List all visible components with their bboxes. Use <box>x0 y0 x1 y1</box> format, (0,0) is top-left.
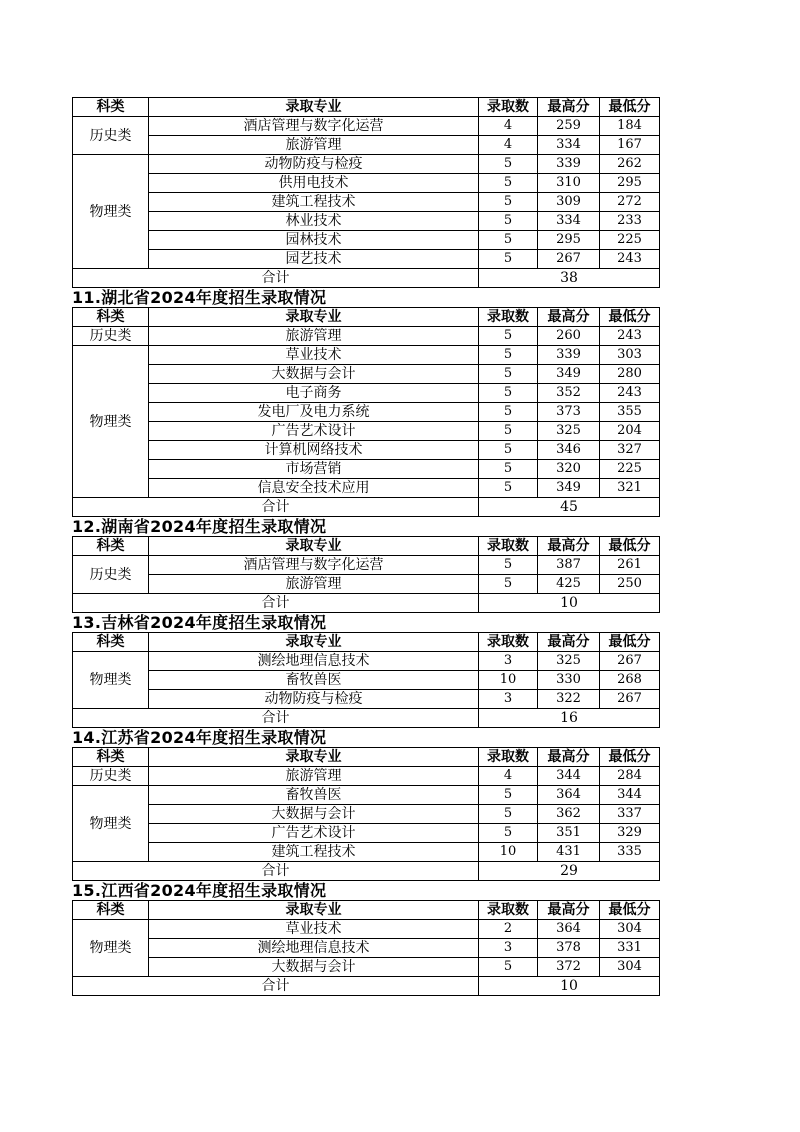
max-score-cell: 260 <box>538 327 600 346</box>
table-row <box>73 843 660 862</box>
header-min-score: 最低分 <box>600 748 660 767</box>
category-cell: 物理类 <box>73 786 149 862</box>
major-cell: 广告艺术设计 <box>149 422 479 441</box>
header-count: 录取数 <box>479 901 538 920</box>
total-value: 10 <box>479 594 660 613</box>
min-score-cell: 262 <box>600 155 660 174</box>
min-score-cell: 280 <box>600 365 660 384</box>
min-score-cell: 167 <box>600 136 660 155</box>
header-max-score: 最高分 <box>538 748 600 767</box>
total-value: 38 <box>479 269 660 288</box>
table-row <box>73 193 660 212</box>
table-row <box>73 174 660 193</box>
count-cell: 5 <box>479 231 538 250</box>
min-score-cell: 329 <box>600 824 660 843</box>
header-min-score: 最低分 <box>600 901 660 920</box>
table-row <box>73 460 660 479</box>
table-row <box>73 250 660 269</box>
header-category: 科类 <box>73 98 149 117</box>
count-cell: 5 <box>479 958 538 977</box>
max-score-cell: 346 <box>538 441 600 460</box>
major-cell: 测绘地理信息技术 <box>149 939 479 958</box>
count-cell: 5 <box>479 556 538 575</box>
count-cell: 5 <box>479 365 538 384</box>
header-major: 录取专业 <box>149 537 479 556</box>
section-title: 15.江西省2024年度招生录取情况 <box>72 881 327 900</box>
major-cell: 酒店管理与数字化运营 <box>149 117 479 136</box>
count-cell: 2 <box>479 920 538 939</box>
min-score-cell: 284 <box>600 767 660 786</box>
header-min-score: 最低分 <box>600 633 660 652</box>
major-cell: 畜牧兽医 <box>149 786 479 805</box>
total-label: 合计 <box>73 709 479 728</box>
total-label: 合计 <box>73 498 479 517</box>
total-label: 合计 <box>73 594 479 613</box>
table-row <box>73 365 660 384</box>
min-score-cell: 243 <box>600 250 660 269</box>
min-score-cell: 304 <box>600 920 660 939</box>
table-row <box>73 384 660 403</box>
total-label: 合计 <box>73 862 479 881</box>
count-cell: 5 <box>479 212 538 231</box>
table-row <box>73 212 660 231</box>
header-min-score: 最低分 <box>600 308 660 327</box>
min-score-cell: 267 <box>600 690 660 709</box>
min-score-cell: 272 <box>600 193 660 212</box>
count-cell: 4 <box>479 136 538 155</box>
min-score-cell: 303 <box>600 346 660 365</box>
header-row <box>73 308 660 327</box>
major-cell: 酒店管理与数字化运营 <box>149 556 479 575</box>
count-cell: 5 <box>479 384 538 403</box>
header-row <box>73 633 660 652</box>
min-score-cell: 337 <box>600 805 660 824</box>
min-score-cell: 243 <box>600 384 660 403</box>
major-cell: 市场营销 <box>149 460 479 479</box>
header-row <box>73 748 660 767</box>
min-score-cell: 267 <box>600 652 660 671</box>
min-score-cell: 355 <box>600 403 660 422</box>
major-cell: 大数据与会计 <box>149 805 479 824</box>
max-score-cell: 351 <box>538 824 600 843</box>
total-value: 29 <box>479 862 660 881</box>
count-cell: 5 <box>479 193 538 212</box>
table-row <box>73 556 660 575</box>
max-score-cell: 362 <box>538 805 600 824</box>
count-cell: 5 <box>479 250 538 269</box>
table-row <box>73 575 660 594</box>
max-score-cell: 334 <box>538 212 600 231</box>
max-score-cell: 349 <box>538 479 600 498</box>
table-row <box>73 117 660 136</box>
header-count: 录取数 <box>479 98 538 117</box>
max-score-cell: 378 <box>538 939 600 958</box>
max-score-cell: 320 <box>538 460 600 479</box>
major-cell: 园艺技术 <box>149 250 479 269</box>
table-row <box>73 327 660 346</box>
count-cell: 5 <box>479 805 538 824</box>
header-max-score: 最高分 <box>538 901 600 920</box>
max-score-cell: 425 <box>538 575 600 594</box>
min-score-cell: 331 <box>600 939 660 958</box>
admission-table <box>72 536 660 613</box>
header-row <box>73 901 660 920</box>
total-row <box>73 498 660 517</box>
max-score-cell: 339 <box>538 155 600 174</box>
category-cell: 历史类 <box>73 117 149 155</box>
header-category: 科类 <box>73 633 149 652</box>
table-row <box>73 403 660 422</box>
table-row <box>73 441 660 460</box>
max-score-cell: 349 <box>538 365 600 384</box>
table-row <box>73 422 660 441</box>
min-score-cell: 327 <box>600 441 660 460</box>
min-score-cell: 344 <box>600 786 660 805</box>
section-title: 14.江苏省2024年度招生录取情况 <box>72 728 327 747</box>
min-score-cell: 295 <box>600 174 660 193</box>
major-cell: 大数据与会计 <box>149 365 479 384</box>
table-row <box>73 767 660 786</box>
header-min-score: 最低分 <box>600 98 660 117</box>
major-cell: 旅游管理 <box>149 575 479 594</box>
admission-table <box>72 900 660 996</box>
section-title: 12.湖南省2024年度招生录取情况 <box>72 517 327 536</box>
major-cell: 供用电技术 <box>149 174 479 193</box>
count-cell: 5 <box>479 441 538 460</box>
admission-document <box>72 97 660 996</box>
count-cell: 5 <box>479 422 538 441</box>
section-title: 13.吉林省2024年度招生录取情况 <box>72 613 327 632</box>
total-row <box>73 594 660 613</box>
total-label: 合计 <box>73 269 479 288</box>
header-min-score: 最低分 <box>600 537 660 556</box>
major-cell: 发电厂及电力系统 <box>149 403 479 422</box>
max-score-cell: 431 <box>538 843 600 862</box>
category-cell: 物理类 <box>73 920 149 977</box>
min-score-cell: 243 <box>600 327 660 346</box>
table-row <box>73 786 660 805</box>
max-score-cell: 259 <box>538 117 600 136</box>
header-category: 科类 <box>73 537 149 556</box>
major-cell: 信息安全技术应用 <box>149 479 479 498</box>
total-value: 45 <box>479 498 660 517</box>
major-cell: 计算机网络技术 <box>149 441 479 460</box>
count-cell: 5 <box>479 460 538 479</box>
max-score-cell: 372 <box>538 958 600 977</box>
min-score-cell: 250 <box>600 575 660 594</box>
major-cell: 林业技术 <box>149 212 479 231</box>
table-row <box>73 939 660 958</box>
table-row <box>73 479 660 498</box>
header-max-score: 最高分 <box>538 633 600 652</box>
admission-table <box>72 747 660 881</box>
admission-table <box>72 632 660 728</box>
max-score-cell: 295 <box>538 231 600 250</box>
min-score-cell: 268 <box>600 671 660 690</box>
count-cell: 10 <box>479 843 538 862</box>
count-cell: 3 <box>479 652 538 671</box>
count-cell: 5 <box>479 824 538 843</box>
table-row <box>73 958 660 977</box>
major-cell: 旅游管理 <box>149 327 479 346</box>
header-category: 科类 <box>73 901 149 920</box>
count-cell: 5 <box>479 403 538 422</box>
total-value: 16 <box>479 709 660 728</box>
count-cell: 5 <box>479 346 538 365</box>
count-cell: 4 <box>479 117 538 136</box>
table-row <box>73 805 660 824</box>
table-row <box>73 155 660 174</box>
header-major: 录取专业 <box>149 748 479 767</box>
header-max-score: 最高分 <box>538 98 600 117</box>
count-cell: 5 <box>479 327 538 346</box>
header-count: 录取数 <box>479 633 538 652</box>
table-row <box>73 671 660 690</box>
min-score-cell: 335 <box>600 843 660 862</box>
category-cell: 物理类 <box>73 155 149 269</box>
category-cell: 物理类 <box>73 652 149 709</box>
table-row <box>73 346 660 365</box>
max-score-cell: 344 <box>538 767 600 786</box>
count-cell: 3 <box>479 939 538 958</box>
header-count: 录取数 <box>479 537 538 556</box>
count-cell: 5 <box>479 786 538 805</box>
total-row <box>73 862 660 881</box>
category-cell: 历史类 <box>73 767 149 786</box>
max-score-cell: 309 <box>538 193 600 212</box>
major-cell: 大数据与会计 <box>149 958 479 977</box>
total-row <box>73 977 660 996</box>
table-row <box>73 690 660 709</box>
major-cell: 动物防疫与检疫 <box>149 155 479 174</box>
count-cell: 5 <box>479 479 538 498</box>
major-cell: 动物防疫与检疫 <box>149 690 479 709</box>
total-row <box>73 709 660 728</box>
total-value: 10 <box>479 977 660 996</box>
max-score-cell: 325 <box>538 422 600 441</box>
major-cell: 建筑工程技术 <box>149 843 479 862</box>
max-score-cell: 387 <box>538 556 600 575</box>
header-count: 录取数 <box>479 308 538 327</box>
count-cell: 10 <box>479 671 538 690</box>
major-cell: 电子商务 <box>149 384 479 403</box>
max-score-cell: 330 <box>538 671 600 690</box>
total-row <box>73 269 660 288</box>
min-score-cell: 304 <box>600 958 660 977</box>
major-cell: 广告艺术设计 <box>149 824 479 843</box>
category-cell: 历史类 <box>73 556 149 594</box>
header-category: 科类 <box>73 308 149 327</box>
count-cell: 4 <box>479 767 538 786</box>
header-major: 录取专业 <box>149 633 479 652</box>
major-cell: 建筑工程技术 <box>149 193 479 212</box>
header-major: 录取专业 <box>149 308 479 327</box>
max-score-cell: 364 <box>538 786 600 805</box>
table-row <box>73 231 660 250</box>
major-cell: 草业技术 <box>149 346 479 365</box>
category-cell: 物理类 <box>73 346 149 498</box>
major-cell: 畜牧兽医 <box>149 671 479 690</box>
header-major: 录取专业 <box>149 98 479 117</box>
header-category: 科类 <box>73 748 149 767</box>
count-cell: 5 <box>479 575 538 594</box>
header-major: 录取专业 <box>149 901 479 920</box>
max-score-cell: 352 <box>538 384 600 403</box>
header-row <box>73 98 660 117</box>
header-max-score: 最高分 <box>538 308 600 327</box>
max-score-cell: 310 <box>538 174 600 193</box>
min-score-cell: 184 <box>600 117 660 136</box>
min-score-cell: 233 <box>600 212 660 231</box>
major-cell: 旅游管理 <box>149 136 479 155</box>
min-score-cell: 225 <box>600 231 660 250</box>
max-score-cell: 334 <box>538 136 600 155</box>
max-score-cell: 339 <box>538 346 600 365</box>
total-label: 合计 <box>73 977 479 996</box>
min-score-cell: 204 <box>600 422 660 441</box>
major-cell: 草业技术 <box>149 920 479 939</box>
category-cell: 历史类 <box>73 327 149 346</box>
max-score-cell: 322 <box>538 690 600 709</box>
count-cell: 5 <box>479 174 538 193</box>
admission-table <box>72 97 660 288</box>
table-row <box>73 652 660 671</box>
table-row <box>73 136 660 155</box>
admission-table <box>72 307 660 517</box>
header-row <box>73 537 660 556</box>
table-row <box>73 824 660 843</box>
header-count: 录取数 <box>479 748 538 767</box>
max-score-cell: 373 <box>538 403 600 422</box>
max-score-cell: 267 <box>538 250 600 269</box>
section-title: 11.湖北省2024年度招生录取情况 <box>72 288 327 307</box>
max-score-cell: 325 <box>538 652 600 671</box>
major-cell: 测绘地理信息技术 <box>149 652 479 671</box>
count-cell: 5 <box>479 155 538 174</box>
major-cell: 园林技术 <box>149 231 479 250</box>
table-row <box>73 920 660 939</box>
count-cell: 3 <box>479 690 538 709</box>
major-cell: 旅游管理 <box>149 767 479 786</box>
min-score-cell: 261 <box>600 556 660 575</box>
header-max-score: 最高分 <box>538 537 600 556</box>
max-score-cell: 364 <box>538 920 600 939</box>
min-score-cell: 321 <box>600 479 660 498</box>
min-score-cell: 225 <box>600 460 660 479</box>
